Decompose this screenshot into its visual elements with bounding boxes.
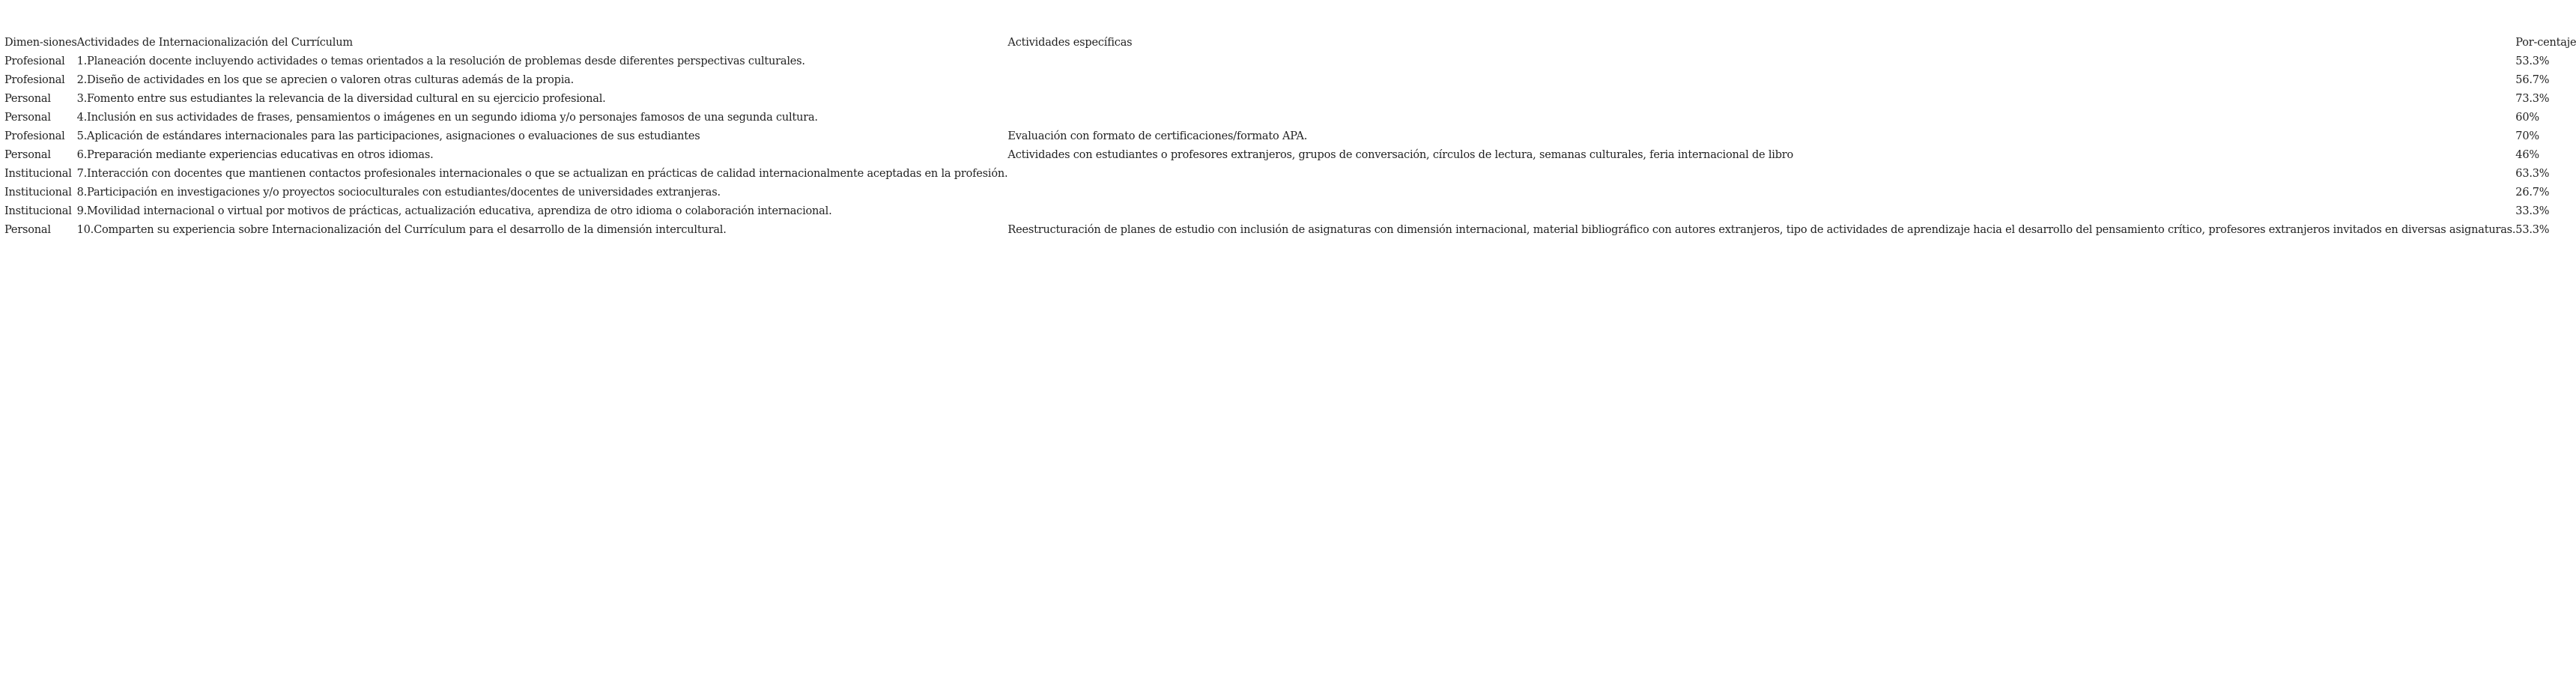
table-row bbox=[4, 52, 2576, 71]
cell-activity: 7.Interacción con docentes que mantienen contactos profesionales internacionales o que se actualizan en prácticas de calidad internacionalmente aceptadas en la profesión. bbox=[76, 168, 1008, 180]
cell-percent: 70% bbox=[2515, 130, 2539, 142]
table-header-row bbox=[4, 34, 2576, 52]
table-row bbox=[4, 71, 2576, 90]
cell-percent: 63.3% bbox=[2515, 168, 2550, 180]
table-row bbox=[4, 202, 2576, 221]
cell-specific bbox=[1007, 90, 2515, 109]
table-row bbox=[4, 221, 2576, 240]
cell-dimension: Personal bbox=[4, 112, 51, 124]
cell-specific: Evaluación con formato de certificaciones/formato APA. bbox=[1007, 130, 1308, 142]
cell-activity: 3.Fomento entre sus estudiantes la relevancia de la diversidad cultural en su ejercicio profesional. bbox=[76, 93, 606, 105]
cell-percent: 53.3% bbox=[2515, 55, 2550, 67]
activities-table bbox=[4, 34, 2576, 240]
cell-activity: 5.Aplicación de estándares internacionales para las participaciones, asignaciones o evaluaciones de sus estudiantes bbox=[76, 130, 700, 142]
table-row bbox=[4, 165, 2576, 184]
cell-activity: 2.Diseño de actividades en los que se aprecien o valoren otras culturas además de la propia. bbox=[76, 74, 574, 86]
cell-specific bbox=[1007, 202, 2515, 221]
cell-dimension: Profesional bbox=[4, 55, 65, 67]
cell-dimension: Institucional bbox=[4, 187, 72, 199]
cell-specific: Actividades con estudiantes o profesores extranjeros, grupos de conversación, círculos de lectura, semanas culturales, feria internacional de libro bbox=[1007, 149, 1794, 161]
cell-dimension: Personal bbox=[4, 224, 51, 236]
table-row bbox=[4, 90, 2576, 109]
table-row bbox=[4, 109, 2576, 127]
cell-percent: 60% bbox=[2515, 112, 2539, 124]
cell-specific: Reestructuración de planes de estudio con inclusión de asignaturas con dimensión internacional, material bibliográfico con autores extranjeros, tipo de actividades de aprendizaje hacia el desarrollo del pensamiento crítico, profesores extranjeros invitados en diversas asignaturas. bbox=[1007, 224, 2516, 236]
cell-specific bbox=[1007, 52, 2515, 71]
cell-specific bbox=[1007, 109, 2515, 127]
table-row bbox=[4, 127, 2576, 146]
cell-percent: 73.3% bbox=[2515, 93, 2550, 105]
cell-activity: 4.Inclusión en sus actividades de frases, pensamientos o imágenes en un segundo idioma y/o personajes famosos de una segunda cultura. bbox=[76, 112, 818, 124]
cell-dimension: Profesional bbox=[4, 130, 65, 142]
cell-dimension: Profesional bbox=[4, 74, 65, 86]
cell-activity: 8.Participación en investigaciones y/o proyectos socioculturales con estudiantes/docentes de universidades extranjeras. bbox=[76, 187, 721, 199]
header-percent: Por-centaje bbox=[2515, 37, 2576, 49]
cell-percent: 53.3% bbox=[2515, 224, 2550, 236]
cell-dimension: Personal bbox=[4, 149, 51, 161]
cell-percent: 56.7% bbox=[2515, 74, 2550, 86]
header-specific: Actividades específicas bbox=[1007, 37, 1133, 49]
cell-percent: 33.3% bbox=[2515, 205, 2550, 217]
cell-activity: 10.Comparten su experiencia sobre Internacionalización del Currículum para el desarrollo de la dimensión intercultural. bbox=[76, 224, 727, 236]
table-row bbox=[4, 184, 2576, 202]
cell-activity: 9.Movilidad internacional o virtual por motivos de prácticas, actualización educativa, aprendiza de otro idioma o colaboración internacional. bbox=[76, 205, 832, 217]
header-dimension: Dimen-siones bbox=[4, 37, 77, 49]
cell-specific bbox=[1007, 165, 2515, 184]
cell-specific bbox=[1007, 71, 2515, 90]
cell-specific bbox=[1007, 184, 2515, 202]
cell-activity: 1.Planeación docente incluyendo actividades o temas orientados a la resolución de problemas desde diferentes perspectivas culturales. bbox=[76, 55, 805, 67]
cell-percent: 26.7% bbox=[2515, 187, 2550, 199]
header-activity: Actividades de Internacionalización del Currículum bbox=[76, 37, 353, 49]
cell-dimension: Personal bbox=[4, 93, 51, 105]
cell-activity: 6.Preparación mediante experiencias educativas en otros idiomas. bbox=[76, 149, 434, 161]
table-row bbox=[4, 146, 2576, 165]
cell-percent: 46% bbox=[2515, 149, 2539, 161]
cell-dimension: Institucional bbox=[4, 168, 72, 180]
cell-dimension: Institucional bbox=[4, 205, 72, 217]
